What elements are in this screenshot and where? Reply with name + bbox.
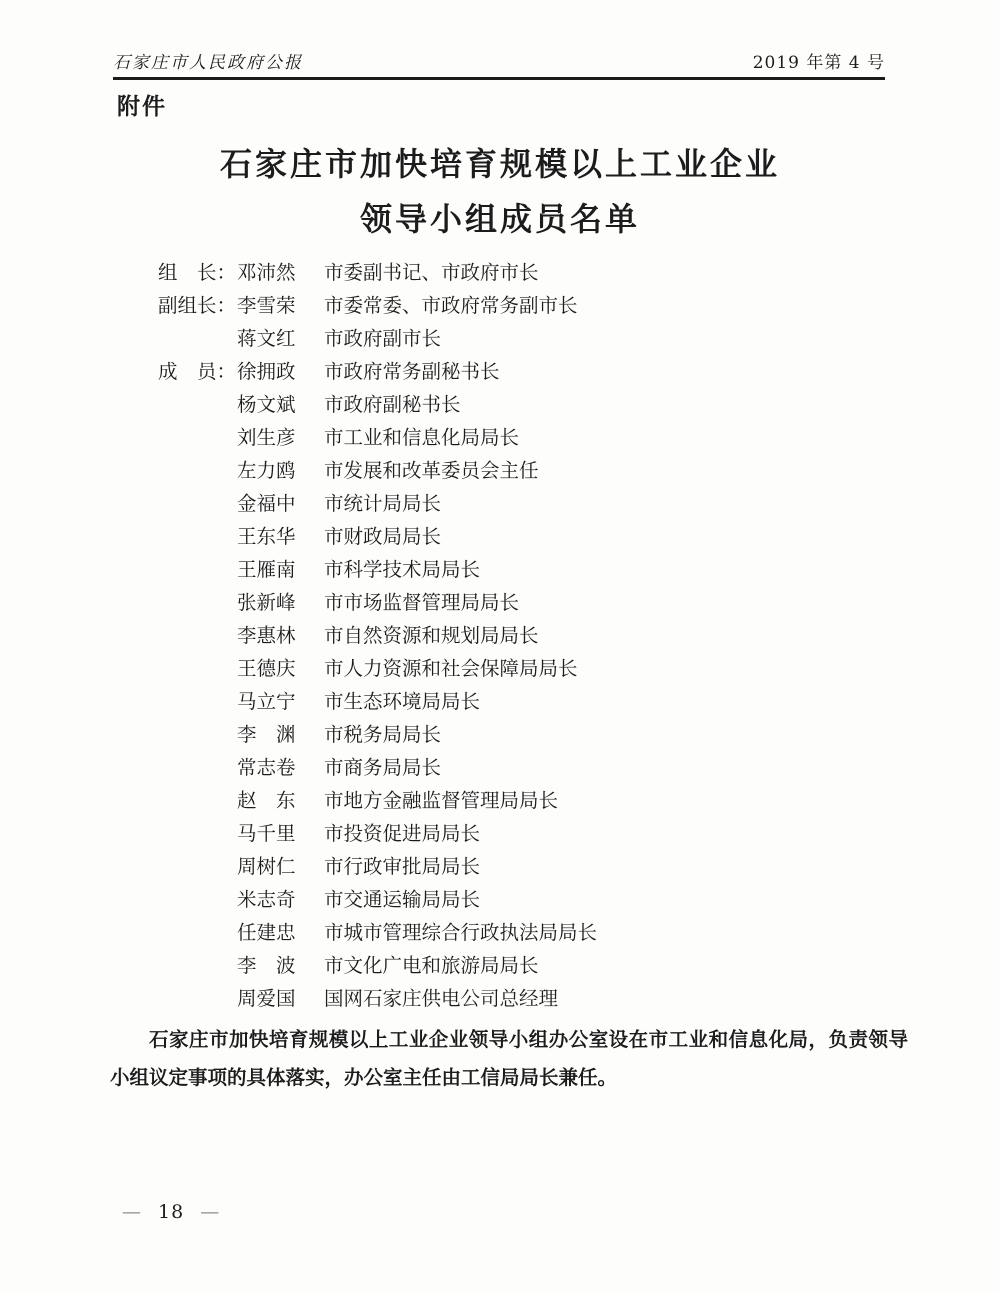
- roster-member-title: 市财政局局长: [324, 525, 442, 548]
- document-title: [0, 137, 1000, 247]
- roster-row: [158, 256, 597, 289]
- roster-row: [158, 322, 597, 355]
- roster-member-name: 刘生彦: [237, 426, 296, 449]
- roster-row: [158, 487, 597, 520]
- roster-row: [158, 949, 597, 982]
- roster-row: [158, 652, 597, 685]
- roster-member-title: 市人力资源和社会保障局局长: [324, 657, 578, 680]
- page-number: 18: [158, 1201, 185, 1223]
- roster-member-name: 常志卷: [237, 756, 296, 779]
- roster-member-title: 市地方金融监督管理局局长: [324, 789, 559, 812]
- roster-member-title: 市税务局局长: [324, 723, 442, 746]
- roster-member-title: 市政府常务副秘书长: [324, 360, 500, 383]
- roster-role-label: 成 员：: [158, 360, 237, 383]
- roster-row: [158, 388, 597, 421]
- roster-member-name: 李 渊: [237, 723, 296, 746]
- publication-title: 石家庄市人民政府公报: [113, 53, 303, 73]
- roster-member-name: 周树仁: [237, 855, 296, 878]
- roster-member-name: 王雁南: [237, 558, 296, 581]
- roster-member-title: 市统计局局长: [324, 492, 442, 515]
- roster-member-name: 张新峰: [237, 591, 296, 614]
- roster-row: [158, 586, 597, 619]
- roster-member-title: 市工业和信息化局局长: [324, 426, 520, 449]
- roster-member-title: 市城市管理综合行政执法局局长: [324, 921, 598, 944]
- roster-member-name: 马立宁: [237, 690, 296, 713]
- roster-member-title: 国网石家庄供电公司总经理: [324, 987, 559, 1010]
- roster-row: [158, 784, 597, 817]
- roster-row: [158, 685, 597, 718]
- document-title-line2: 领导小组成员名单: [359, 200, 640, 238]
- footer-dash-left: —: [122, 1201, 142, 1223]
- roster-member-title: 市委常委、市政府常务副市长: [324, 294, 578, 317]
- roster-row: [158, 883, 597, 916]
- roster-member-name: 蒋文红: [237, 327, 296, 350]
- roster-member-name: 徐拥政: [237, 360, 296, 383]
- document-title-line1: 石家庄市加快培育规模以上工业企业: [219, 145, 780, 183]
- member-roster: [158, 256, 597, 1015]
- roster-row: [158, 718, 597, 751]
- roster-member-name: 李雪荣: [237, 294, 296, 317]
- roster-member-name: 赵 东: [237, 789, 296, 812]
- roster-member-name: 周爱国: [237, 987, 296, 1010]
- roster-row: [158, 520, 597, 553]
- issue-number: 2019 年第 4 号: [752, 53, 885, 73]
- roster-member-title: 市交通运输局局长: [324, 888, 481, 911]
- attachment-label: 附件: [117, 94, 167, 120]
- roster-row: [158, 553, 597, 586]
- roster-member-name: 左力鸥: [237, 459, 296, 482]
- roster-member-name: 王东华: [237, 525, 296, 548]
- roster-member-name: 王德庆: [237, 657, 296, 680]
- roster-member-name: 李惠林: [237, 624, 296, 647]
- roster-member-name: 马千里: [237, 822, 296, 845]
- roster-member-name: 杨文斌: [237, 393, 296, 416]
- roster-row: [158, 619, 597, 652]
- roster-member-name: 金福中: [237, 492, 296, 515]
- roster-member-title: 市投资促进局局长: [324, 822, 481, 845]
- roster-row: [158, 454, 597, 487]
- roster-member-name: 任建忠: [237, 921, 296, 944]
- closing-paragraph: 石家庄市加快培育规模以上工业企业领导小组办公室设在市工业和信息化局，负责领导小组议定事项的具体落实，办公室主任由工信局局长兼任。: [110, 1028, 908, 1089]
- roster-member-title: 市科学技术局局长: [324, 558, 481, 581]
- footer-dash-right: —: [200, 1201, 221, 1223]
- roster-member-title: 市自然资源和规划局局长: [324, 624, 539, 647]
- roster-member-title: 市市场监督管理局局长: [324, 591, 520, 614]
- roster-member-title: 市商务局局长: [324, 756, 442, 779]
- roster-member-title: 市生态环境局局长: [324, 690, 481, 713]
- roster-role-label: 副组长：: [158, 294, 237, 317]
- roster-row: [158, 850, 597, 883]
- roster-row: [158, 916, 597, 949]
- roster-member-name: 李 波: [237, 954, 296, 977]
- page-header: [113, 48, 885, 73]
- roster-member-title: 市文化广电和旅游局局长: [324, 954, 539, 977]
- roster-member-title: 市政府副秘书长: [324, 393, 461, 416]
- roster-member-title: 市行政审批局局长: [324, 855, 481, 878]
- roster-member-name: 邓沛然: [237, 261, 296, 284]
- roster-row: [158, 289, 597, 322]
- roster-member-name: 米志奇: [237, 888, 296, 911]
- roster-row: [158, 421, 597, 454]
- roster-row: [158, 751, 597, 784]
- roster-row: [158, 817, 597, 850]
- roster-member-title: 市委副书记、市政府市长: [324, 261, 539, 284]
- roster-member-title: 市发展和改革委员会主任: [324, 459, 539, 482]
- header-rule: [113, 77, 885, 80]
- roster-role-label: 组 长：: [158, 261, 237, 284]
- page-footer: [122, 1201, 220, 1223]
- roster-member-title: 市政府副市长: [324, 327, 442, 350]
- roster-row: [158, 355, 597, 388]
- roster-row: [158, 982, 597, 1015]
